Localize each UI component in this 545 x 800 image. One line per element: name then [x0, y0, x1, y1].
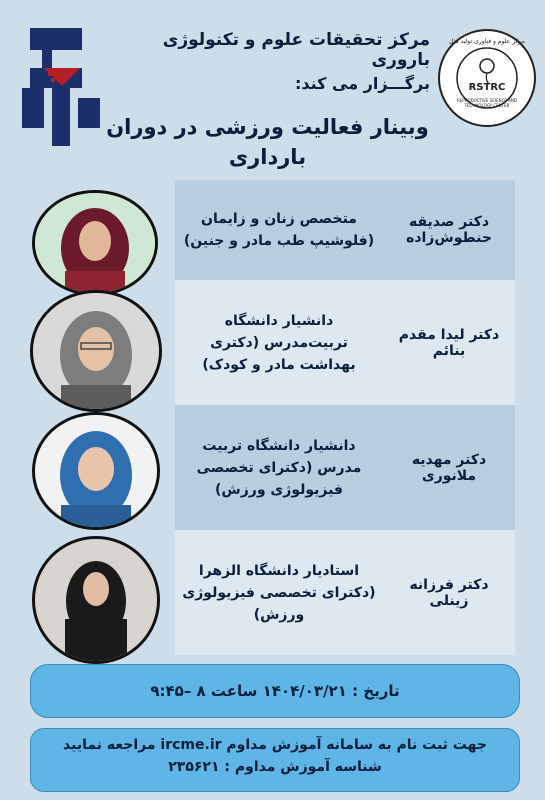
rstrc-bottom-text: REPRODUCTIVE SCIENCE AND TECHNOLOGY CENTER	[456, 98, 518, 108]
registration-box	[30, 728, 520, 792]
speaker-name: دکتر لیدا مقدم بنائم	[398, 326, 500, 359]
date-box	[30, 664, 520, 718]
speaker-name: دکتر مهدیه ملانوری	[411, 451, 487, 484]
speaker-title: متخصص زنان و زایمان (فلوشیپ طب مادر و جنین)	[183, 211, 375, 249]
registration-instructions: جهت ثبت نام به سامانه آموزش مداوم ircme.ir مراجعه نمایید	[63, 737, 487, 753]
speaker-photo	[32, 536, 160, 664]
speaker-name: دکتر صدیقه حنطوش‌زاده	[406, 214, 492, 246]
speaker-photo	[32, 412, 160, 530]
speaker-title: دانشیار دانشگاه تربیت‌مدرس (دکتری بهداشت مادر و کودک)	[202, 312, 356, 373]
speaker-name: دکتر فرزانه زینلی	[409, 576, 489, 609]
cme-code: شناسه آموزش مداوم : ۲۳۵۶۲۱	[168, 759, 382, 775]
research-center-logo	[22, 28, 102, 148]
speaker-row	[175, 180, 515, 280]
organizer-name: مرکز تحقیقات علوم و تکنولوژی باروری	[162, 30, 430, 70]
speaker-title: استادیار دانشگاه الزهرا (دکترای تخصصی فیزیولوژی ورزش)	[182, 562, 376, 623]
webinar-title: وبینار فعالیت ورزشی در دوران بارداری	[106, 115, 429, 169]
organizer-subtitle: برگـــزار می کند:	[294, 74, 430, 93]
speaker-row	[175, 405, 515, 530]
speaker-photo	[30, 290, 162, 412]
speaker-photo	[32, 190, 158, 296]
speaker-row	[175, 530, 515, 655]
rstrc-logo	[437, 28, 537, 128]
event-date: تاریخ : ۱۴۰۴/۰۳/۲۱ ساعت ۸ –۹:۴۵	[150, 682, 400, 700]
rstrc-ring-text: مرکز علوم و فناوری تولید مثل	[449, 38, 525, 45]
speakers-table	[175, 180, 515, 660]
speaker-title: دانشیار دانشگاه تربیت مدرس (دکترای تخصصی فیزیولوژی ورزش)	[196, 437, 362, 498]
rstrc-center-text: RSTRC	[468, 82, 506, 93]
header	[100, 30, 430, 93]
speaker-row	[175, 280, 515, 405]
